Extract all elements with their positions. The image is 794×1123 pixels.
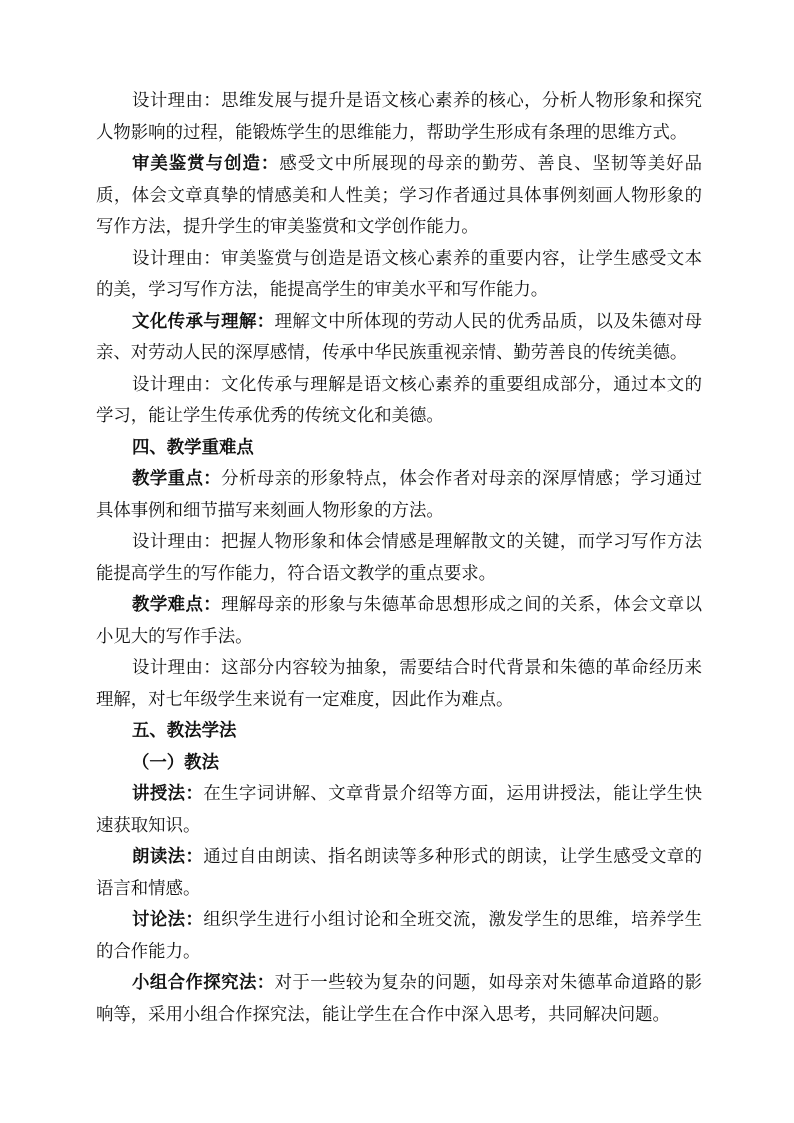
paragraph	[96, 779, 702, 842]
paragraph-text: 设计理由：这部分内容较为抽象，需要结合时代背景和朱德的革命经历来理解，对七年级学生来说有一定难度，因此作为难点。	[96, 658, 702, 710]
paragraph-text: 理解母亲的形象与朱德革命思想形成之间的关系，体会文章以小见大的写作手法。	[96, 595, 702, 647]
document-page	[96, 86, 702, 1031]
paragraph	[96, 527, 702, 590]
paragraph	[96, 370, 702, 433]
section-heading: 四、教学重难点	[132, 437, 254, 458]
paragraph-label: 讨论法：	[132, 910, 204, 930]
section-heading: 五、教法学法	[132, 721, 237, 741]
paragraph	[96, 464, 702, 527]
paragraph-label: 小组合作探究法：	[132, 973, 275, 993]
paragraph-text: 组织学生进行小组讨论和全班交流，激发学生的思维，培养学生的合作能力。	[96, 910, 702, 962]
paragraph	[96, 968, 702, 1031]
paragraph-text: 设计理由：审美鉴赏与创造是语文核心素养的重要内容，让学生感受文本的美，学习写作方法，能提高学生的审美水平和写作能力。	[96, 248, 702, 300]
paragraph	[96, 149, 702, 244]
paragraph	[96, 842, 702, 905]
paragraph-text: 感受文中所展现的母亲的勤劳、善良、坚韧等美好品质，体会文章真挚的情感美和人性美；学习作者通过具体事例刻画人物形象的写作方法，提升学生的审美鉴赏和文学创作能力。	[96, 154, 702, 237]
paragraph-text: 通过自由朗读、指名朗读等多种形式的朗读，让学生感受文章的语言和情感。	[96, 847, 702, 899]
paragraph-label: 审美鉴赏与创造：	[132, 154, 280, 174]
paragraph	[96, 905, 702, 968]
paragraph-text: 理解文中所体现的劳动人民的优秀品质，以及朱德对母亲、对劳动人民的深厚感情，传承中华民族重视亲情、勤劳善良的传统美德。	[96, 311, 702, 363]
paragraph-text: 设计理由：把握人物形象和体会情感是理解散文的关键，而学习写作方法能提高学生的写作能力，符合语文教学的重点要求。	[96, 532, 702, 584]
subsection-heading: （一）教法	[132, 752, 219, 773]
paragraph-label: 讲授法：	[132, 784, 204, 804]
paragraph	[96, 307, 702, 370]
paragraph	[96, 244, 702, 307]
paragraph-text: 分析母亲的形象特点，体会作者对母亲的深厚情感；学习通过具体事例和细节描写来刻画人物形象的方法。	[96, 469, 702, 521]
paragraph-text: 在生字词讲解、文章背景介绍等方面，运用讲授法，能让学生快速获取知识。	[96, 784, 702, 836]
paragraph-label: 朗读法：	[132, 847, 204, 867]
paragraph	[96, 590, 702, 653]
paragraph-label: 教学难点：	[132, 595, 222, 615]
paragraph-text: 设计理由：文化传承与理解是语文核心素养的重要组成部分，通过本文的学习，能让学生传承优秀的传统文化和美德。	[96, 374, 702, 426]
paragraph	[96, 653, 702, 716]
paragraph-text: 设计理由：思维发展与提升是语文核心素养的核心，分析人物形象和探究人物影响的过程，能锻炼学生的思维能力，帮助学生形成有条理的思维方式。	[96, 91, 702, 143]
paragraph-label: 文化传承与理解：	[132, 311, 275, 332]
paragraph	[96, 86, 702, 149]
paragraph-text: 对于一些较为复杂的问题，如母亲对朱德革命道路的影响等，采用小组合作探究法，能让学生在合作中深入思考，共同解决问题。	[96, 973, 702, 1025]
paragraph-label: 教学重点：	[132, 469, 222, 489]
